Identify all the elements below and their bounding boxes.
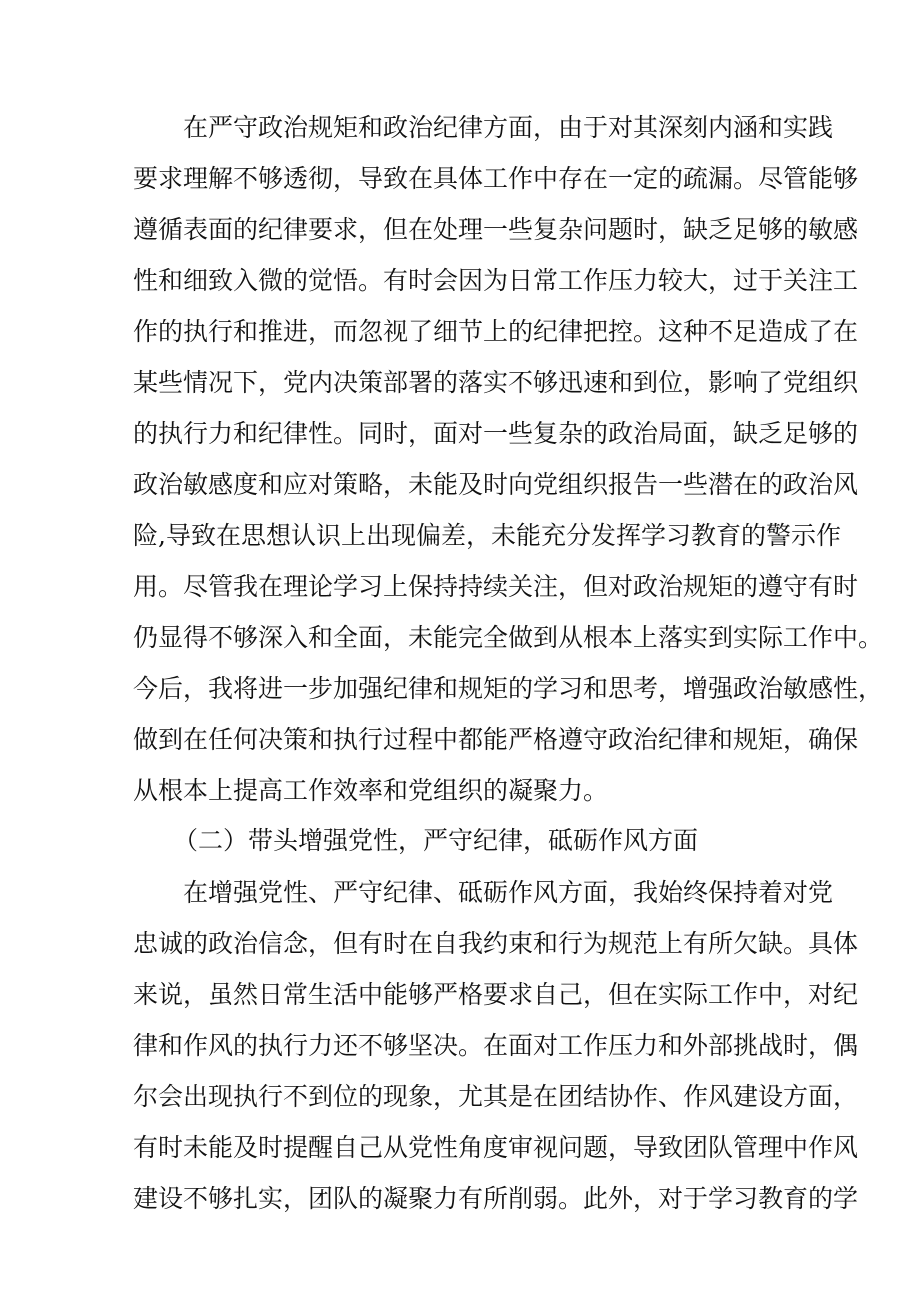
paragraph-2-line-5: 尔会出现执行不到位的现象，尤其是在团结协作、作风建设方面， — [133, 1082, 859, 1111]
paragraph-1-line-8: 政治敏感度和应对策略，未能及时向党组织报告一些潜在的政治风 — [133, 470, 859, 499]
paragraph-1-line-4: 性和细致入微的觉悟。有时会因为日常工作压力较大，过于关注工 — [133, 266, 859, 295]
paragraph-2-line-7: 建设不够扎实，团队的凝聚力有所削弱。此外，对于学习教育的学 — [133, 1184, 859, 1213]
section-heading: （二）带头增强党性，严守纪律，砥砺作风方面 — [173, 826, 699, 855]
paragraph-1-line-12: 今后，我将进一步加强纪律和规矩的学习和思考，增强政治敏感性， — [133, 674, 884, 703]
paragraph-1-line-5: 作的执行和推进，而忽视了细节上的纪律把控。这种不足造成了在 — [133, 317, 859, 346]
paragraph-2-line-1: 在增强党性、严守纪律、砥砺作风方面，我始终保持着对党 — [183, 878, 834, 907]
paragraph-1-line-9: 险,导致在思想认识上出现偏差，未能充分发挥学习教育的警示作 — [133, 521, 841, 550]
paragraph-2-line-4: 律和作风的执行力还不够坚决。在面对工作压力和外部挑战时，偶 — [133, 1031, 859, 1060]
paragraph-2-line-6: 有时未能及时提醒自己从党性角度审视问题，导致团队管理中作风 — [133, 1133, 859, 1162]
paragraph-1-line-2: 要求理解不够透彻，导致在具体工作中存在一定的疏漏。尽管能够 — [133, 164, 859, 193]
paragraph-1-line-13: 做到在任何决策和执行过程中都能严格遵守政治纪律和规矩，确保 — [133, 725, 859, 754]
paragraph-1-line-6: 某些情况下，党内决策部署的落实不够迅速和到位，影响了党组织 — [133, 368, 859, 397]
paragraph-1-line-10: 用。尽管我在理论学习上保持持续关注，但对政治规矩的遵守有时 — [133, 572, 859, 601]
paragraph-1-line-11: 仍显得不够深入和全面，未能完全做到从根本上落实到实际工作中。 — [133, 623, 884, 652]
paragraph-1-line-7: 的执行力和纪律性。同时，面对一些复杂的政治局面，缺乏足够的 — [133, 419, 859, 448]
paragraph-1-line-14: 从根本上提高工作效率和党组织的凝聚力。 — [133, 776, 609, 805]
paragraph-2-line-3: 来说，虽然日常生活中能够严格要求自己，但在实际工作中，对纪 — [133, 980, 859, 1009]
paragraph-2-line-2: 忠诚的政治信念，但有时在自我约束和行为规范上有所欠缺。具体 — [133, 929, 859, 958]
paragraph-1-line-3: 遵循表面的纪律要求，但在处理一些复杂问题时，缺乏足够的敏感 — [133, 215, 859, 244]
paragraph-1-line-1: 在严守政治规矩和政治纪律方面，由于对其深刻内涵和实践 — [183, 113, 834, 142]
